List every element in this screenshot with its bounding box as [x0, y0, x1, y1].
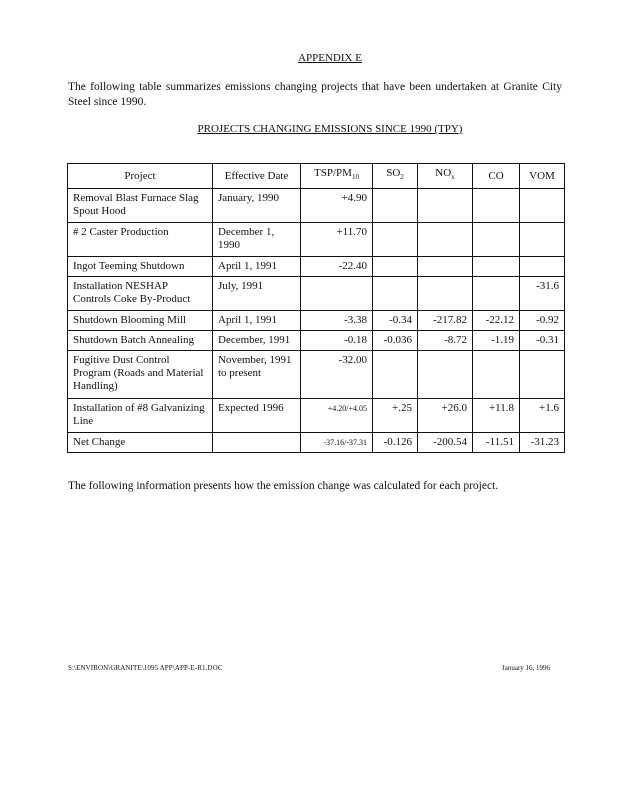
table-row-net-change [68, 433, 565, 453]
cell-project: Ingot Teeming Shutdown [68, 257, 213, 277]
table-row [68, 399, 565, 433]
header-vom: VOM [520, 164, 565, 189]
cell-co: -11.51 [473, 433, 520, 453]
cell-date: April 1, 1991 [213, 311, 301, 331]
intro-paragraph: The following table summarizes emissions changing projects that have been undertaken at Granite City Steel since 1990. [68, 81, 562, 108]
cell-so2: -0.036 [373, 331, 418, 351]
table-row [68, 257, 565, 277]
cell-so2 [373, 189, 418, 223]
header-so2 [373, 164, 418, 189]
cell-vom: -0.92 [520, 311, 565, 331]
header-so2-label: SO [386, 167, 401, 180]
cell-tsp: -37.16/-37.31 [301, 433, 373, 453]
cell-co: +11.8 [473, 399, 520, 433]
header-tsp-sub: 10 [351, 173, 359, 182]
cell-project: Net Change [68, 433, 213, 453]
cell-tsp: +4.90 [301, 189, 373, 223]
cell-vom [520, 189, 565, 223]
cell-so2: +.25 [373, 399, 418, 433]
cell-vom: -31.23 [520, 433, 565, 453]
cell-nox [418, 351, 473, 399]
table-row [68, 277, 565, 311]
cell-project: Installation NESHAP Controls Coke By-Product [68, 277, 213, 311]
table-row [68, 223, 565, 257]
header-project: Project [68, 164, 213, 189]
cell-vom [520, 351, 565, 399]
following-information-text: The following information presents how the emission change was calculated for each project. [68, 480, 499, 492]
cell-nox: +26.0 [418, 399, 473, 433]
cell-vom [520, 257, 565, 277]
footer-file-path: S:\ENVIRON\GRANITE\1095 APP\APP-E-R1.DOC [68, 664, 223, 672]
header-nox-sub: x [451, 173, 455, 182]
cell-date: December, 1991 [213, 331, 301, 351]
header-tsp [301, 164, 373, 189]
cell-nox: -8.72 [418, 331, 473, 351]
cell-co [473, 223, 520, 257]
cell-vom: -0.31 [520, 331, 565, 351]
cell-so2 [373, 351, 418, 399]
header-nox [418, 164, 473, 189]
cell-so2: -0.126 [373, 433, 418, 453]
header-nox-label: NO [435, 167, 452, 180]
cell-date: January, 1990 [213, 189, 301, 223]
cell-project: # 2 Caster Production [68, 223, 213, 257]
cell-project: Shutdown Batch Annealing [68, 331, 213, 351]
table-row [68, 189, 565, 223]
footer-date: January 16, 1996 [502, 664, 551, 672]
cell-nox: -217.82 [418, 311, 473, 331]
cell-nox [418, 223, 473, 257]
cell-date: Expected 1996 [213, 399, 301, 433]
table-row [68, 351, 565, 399]
table-title: PROJECTS CHANGING EMISSIONS SINCE 1990 (TPY) [197, 123, 463, 135]
cell-vom [520, 223, 565, 257]
cell-co [473, 189, 520, 223]
cell-nox [418, 277, 473, 311]
cell-co: -1.19 [473, 331, 520, 351]
cell-tsp: +11.70 [301, 223, 373, 257]
header-tsp-label: TSP/PM [314, 167, 352, 180]
cell-project: Fugitive Dust Control Program (Roads and Material Handling) [68, 351, 213, 399]
cell-so2 [373, 277, 418, 311]
cell-tsp: -3.38 [301, 311, 373, 331]
header-so2-sub: 2 [400, 173, 404, 182]
table-header-row [68, 164, 565, 189]
cell-so2 [373, 223, 418, 257]
appendix-title: APPENDIX E [298, 52, 362, 64]
cell-project: Shutdown Blooming Mill [68, 311, 213, 331]
cell-date: December 1, 1990 [213, 223, 301, 257]
cell-tsp: -0.18 [301, 331, 373, 351]
table-row [68, 311, 565, 331]
cell-project: Installation of #8 Galvanizing Line [68, 399, 213, 433]
cell-so2: -0.34 [373, 311, 418, 331]
cell-date: November, 1991 to present [213, 351, 301, 399]
header-co: CO [473, 164, 520, 189]
cell-tsp: +4.20/+4.05 [301, 399, 373, 433]
table-row [68, 331, 565, 351]
emissions-table [67, 163, 565, 453]
cell-nox [418, 189, 473, 223]
cell-date: April 1, 1991 [213, 257, 301, 277]
cell-so2 [373, 257, 418, 277]
cell-vom: +1.6 [520, 399, 565, 433]
cell-project: Removal Blast Furnace Slag Spout Hood [68, 189, 213, 223]
cell-co [473, 257, 520, 277]
cell-tsp: -32.00 [301, 351, 373, 399]
cell-co: -22.12 [473, 311, 520, 331]
cell-nox [418, 257, 473, 277]
cell-tsp [301, 277, 373, 311]
cell-tsp: -22.40 [301, 257, 373, 277]
cell-date: July, 1991 [213, 277, 301, 311]
cell-co [473, 277, 520, 311]
cell-co [473, 351, 520, 399]
cell-vom: -31.6 [520, 277, 565, 311]
header-effective-date: Effective Date [213, 164, 301, 189]
cell-date [213, 433, 301, 453]
cell-nox: -200.54 [418, 433, 473, 453]
